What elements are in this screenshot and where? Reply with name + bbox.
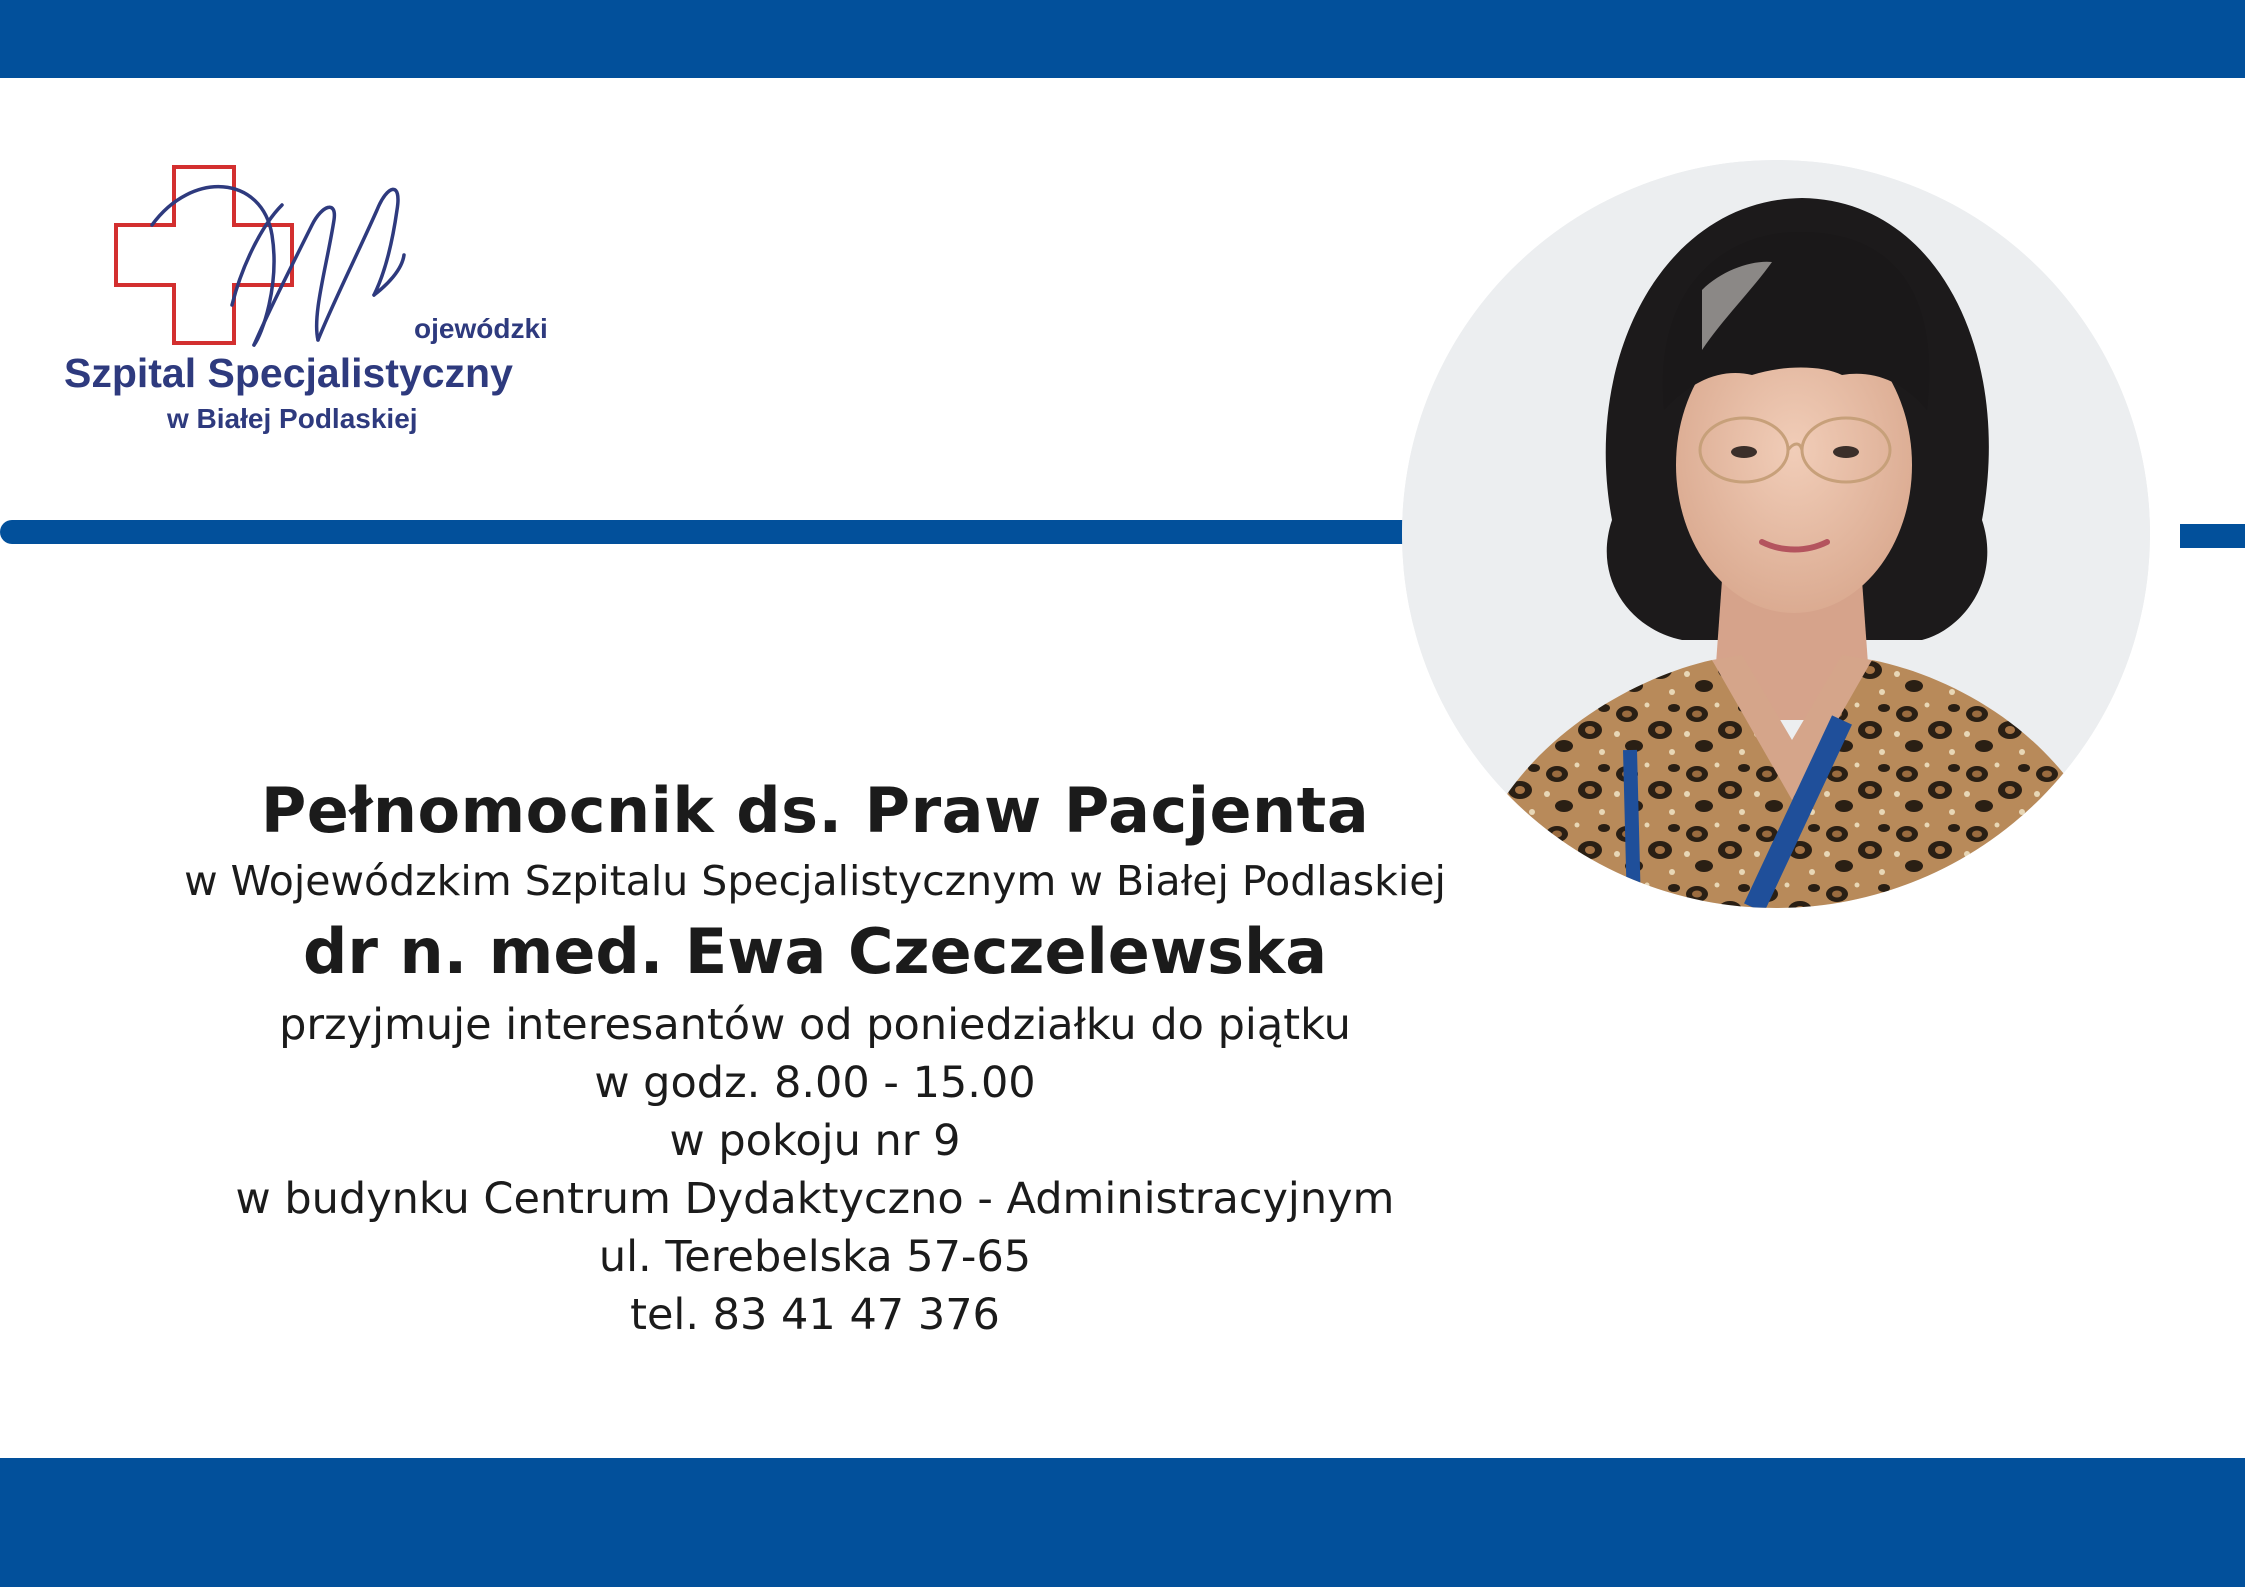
divider-line-left bbox=[0, 520, 1420, 544]
page-title: Pełnomocnik ds. Praw Pacjenta bbox=[260, 774, 1370, 847]
street-address: ul. Terebelska 57-65 bbox=[598, 1232, 1032, 1282]
top-band bbox=[0, 0, 2245, 78]
logo-text-line-3: w Białej Podlaskiej bbox=[167, 403, 418, 434]
office-hours: w godz. 8.00 - 15.00 bbox=[594, 1058, 1036, 1108]
phone-number: tel. 83 41 47 376 bbox=[630, 1290, 1000, 1340]
logo-text-line-1: ojewódzki bbox=[414, 313, 548, 344]
building-name: w budynku Centrum Dydaktyczno - Administracyjnym bbox=[235, 1174, 1395, 1224]
logo-text-line-2: Szpital Specjalistyczny bbox=[64, 350, 513, 396]
divider-line-right bbox=[2180, 524, 2245, 548]
person-name: dr n. med. Ewa Czeczelewska bbox=[302, 915, 1328, 988]
hospital-subtitle: w Wojewódzkim Szpitalu Specjalistycznym w Białej Podlaskiej bbox=[184, 857, 1446, 905]
room-number: w pokoju nr 9 bbox=[669, 1116, 961, 1166]
office-hours-intro: przyjmuje interesantów od poniedziałku do piątku bbox=[279, 1000, 1351, 1050]
info-block bbox=[50, 770, 1580, 1344]
bottom-band bbox=[0, 1458, 2245, 1587]
hospital-logo bbox=[64, 165, 562, 450]
